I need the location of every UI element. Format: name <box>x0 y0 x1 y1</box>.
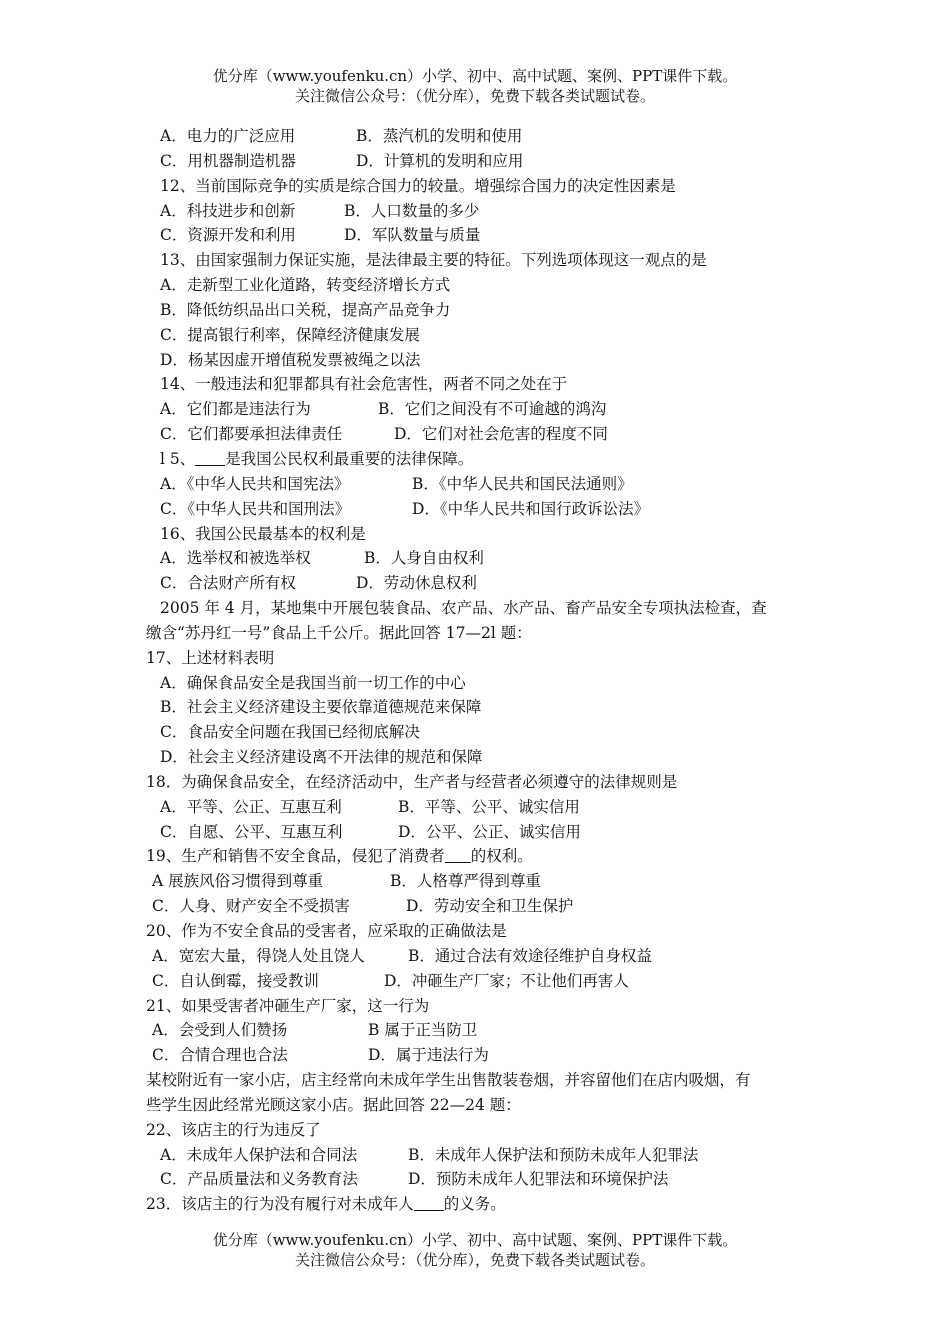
q16-option-a: A．选举权和被选举权 <box>160 549 311 568</box>
q15-answer-blank <box>195 449 225 466</box>
q16-stem: 16、我国公民最基本的权利是 <box>160 524 366 543</box>
q23-stem-prefix: 23．该店主的行为没有履行对未成年人 <box>146 1195 414 1214</box>
q18-options-row-1 <box>146 795 826 820</box>
q12-options-row-1 <box>146 199 826 224</box>
q15-option-c: C．《中华人民共和国刑法》 <box>160 499 351 518</box>
q18-option-d: D．公平、公正、诚实信用 <box>398 822 581 841</box>
q14-options-row-1 <box>146 397 826 422</box>
q22-option-d: D．预防未成年人犯罪法和环境保护法 <box>408 1170 669 1189</box>
q21-option-d: D．属于违法行为 <box>368 1046 489 1065</box>
q15-option-d: D．《中华人民共和国行政诉讼法》 <box>412 499 650 518</box>
q15-stem-suffix: 是我国公民权利最重要的法律保障。 <box>225 449 474 468</box>
q21-option-b: B 属于正当防卫 <box>368 1021 478 1040</box>
q18-stem: 18．为确保食品安全，在经济活动中，生产者与经营者必须遵守的法律规则是 <box>146 772 678 791</box>
q12-option-d: D．军队数量与质量 <box>344 226 481 245</box>
q20-option-a: A．宽宏大量，得饶人处且饶人 <box>152 946 365 965</box>
material-1-line-1: 2005 年 4 月，某地集中开展包装食品、农产品、水产品、畜产品安全专项执法检查，查 <box>160 599 767 618</box>
header-line-1: 优分库（www.youfenku.cn）小学、初中、高中试题、案例、PPT课件下载。 <box>212 67 738 85</box>
q11-options-row-2 <box>146 149 826 174</box>
q17-stem: 17、上述材料表明 <box>146 648 275 667</box>
q19-options-row-2 <box>146 894 826 919</box>
q21-options-row-2 <box>146 1043 826 1068</box>
q19-option-b: B．人格尊严得到尊重 <box>390 872 541 891</box>
q21-option-c: C．合情合理也合法 <box>152 1046 288 1065</box>
q17-option-d: D．社会主义经济建设离不开法律的规范和保障 <box>160 748 483 767</box>
q21-options-row-1 <box>146 1018 826 1043</box>
q19-stem <box>146 844 826 869</box>
q20-stem: 20、作为不安全食品的受害者，应采取的正确做法是 <box>146 922 507 940</box>
q19-option-a: A 展族风俗习惯得到尊重 <box>152 872 324 891</box>
q16-option-d: D．劳动休息权利 <box>356 574 477 593</box>
q17-option-a: A．确保食品安全是我国当前一切工作的中心 <box>160 673 466 692</box>
q15-option-a: A．《中华人民共和国宪法》 <box>160 474 350 493</box>
material-2-line-1: 某校附近有一家小店，店主经常向未成年学生出售散装卷烟，并容留他们在店内吸烟，有 <box>146 1071 751 1090</box>
q13-option-c: C．提高银行利率，保障经济健康发展 <box>160 325 420 344</box>
q14-option-a: A．它们都是违法行为 <box>160 400 311 419</box>
q16-option-b: B．人身自由权利 <box>364 549 484 568</box>
q22-options-row-1 <box>146 1143 826 1168</box>
q14-option-b: B．它们之间没有不可逾越的鸿沟 <box>378 400 607 419</box>
q21-option-a: A．会受到人们赞扬 <box>152 1021 288 1040</box>
page-footer <box>0 1230 950 1270</box>
q15-options-row-2 <box>146 497 826 522</box>
q19-stem-suffix: 的权利。 <box>470 847 533 866</box>
q13-option-b: B．降低纺织品出口关税，提高产品竞争力 <box>160 300 451 319</box>
q23-stem <box>146 1192 826 1217</box>
q20-option-b: B．通过合法有效途径维护自身权益 <box>408 946 652 965</box>
q12-option-c: C．资源开发和利用 <box>160 226 296 245</box>
q11-option-c: C．用机器制造机器 <box>160 151 296 170</box>
q18-option-b: B．平等、公平、诚实信用 <box>398 797 580 816</box>
q12-option-b: B．人口数量的多少 <box>344 201 480 220</box>
q11-option-d: D．计算机的发明和应用 <box>356 151 524 170</box>
q15-option-b: B．《中华人民共和国民法通则》 <box>412 474 633 493</box>
q19-answer-blank <box>445 846 471 863</box>
q14-option-c: C．它们都要承担法律责任 <box>160 425 343 444</box>
q21-stem: 21、如果受害者冲砸生产厂家，这一行为 <box>146 996 430 1015</box>
q11-options-row-1 <box>146 124 826 149</box>
q13-stem: 13、由国家强制力保证实施，是法律最主要的特征。下列选项体现这一观点的是 <box>160 251 707 270</box>
q22-stem: 22、该店主的行为违反了 <box>146 1120 321 1139</box>
q17-option-b: B．社会主义经济建设主要依靠道德规范来保障 <box>160 698 482 717</box>
q12-option-a: A．科技进步和创新 <box>160 201 296 220</box>
q14-stem: 14、一般违法和犯罪都具有社会危害性，两者不同之处在于 <box>160 375 568 394</box>
q23-answer-blank <box>414 1194 444 1211</box>
q19-option-d: D．劳动安全和卫生保护 <box>406 897 574 916</box>
q14-option-d: D．它们对社会危害的程度不同 <box>394 425 608 444</box>
q15-stem <box>146 447 826 472</box>
q18-options-row-2 <box>146 820 826 845</box>
q22-option-c: C．产品质量法和义务教育法 <box>160 1170 358 1189</box>
page-header <box>0 66 950 106</box>
material-2-line-2: 些学生因此经常光顾这家小店。据此回答 22—24 题： <box>146 1095 521 1114</box>
q11-option-b: B．蒸汽机的发明和使用 <box>356 127 523 145</box>
q15-options-row-1 <box>146 472 826 497</box>
q20-options-row-1 <box>146 944 826 969</box>
material-1-line-2: 缴含“苏丹红一号”食品上千公斤。据此回答 17—2l 题： <box>146 623 532 642</box>
exam-body <box>146 124 826 1217</box>
q20-option-c: C．自认倒霉，接受教训 <box>152 971 319 990</box>
footer-line-2: 关注微信公众号：（优分库），免费下载各类试题试卷。 <box>294 1251 655 1269</box>
q18-option-a: A．平等、公正、互惠互利 <box>160 797 342 816</box>
q19-stem-prefix: 19、生产和销售不安全食品，侵犯了消费者 <box>146 847 445 866</box>
q16-options-row-1 <box>146 546 826 571</box>
q17-option-c: C．食品安全问题在我国已经彻底解决 <box>160 723 420 742</box>
footer-line-1: 优分库（www.youfenku.cn）小学、初中、高中试题、案例、PPT课件下载。 <box>212 1231 738 1249</box>
q20-options-row-2 <box>146 969 826 994</box>
q13-option-a: A．走新型工业化道路，转变经济增长方式 <box>160 276 451 295</box>
q13-option-d: D．杨某因虚开增值税发票被绳之以法 <box>160 350 421 369</box>
header-line-2: 关注微信公众号：（优分库），免费下载各类试题试卷。 <box>294 87 655 105</box>
q16-option-c: C．合法财产所有权 <box>160 574 296 593</box>
q15-stem-prefix: l 5、 <box>160 449 196 468</box>
q19-options-row-1 <box>146 869 826 894</box>
q22-options-row-2 <box>146 1167 826 1192</box>
q22-option-a: A．未成年人保护法和合同法 <box>160 1145 358 1164</box>
q12-stem: 12、当前国际竞争的实质是综合国力的较量。增强综合国力的决定性因素是 <box>160 176 676 195</box>
q16-options-row-2 <box>146 571 826 596</box>
q19-option-c: C．人身、财产安全不受损害 <box>152 897 350 916</box>
q11-option-a: A．电力的广泛应用 <box>160 127 296 145</box>
q22-option-b: B．未成年人保护法和预防未成年人犯罪法 <box>408 1145 699 1164</box>
q18-option-c: C．自愿、公平、互惠互利 <box>160 822 343 841</box>
q12-options-row-2 <box>146 223 826 248</box>
q20-option-d: D．冲砸生产厂家；不让他们再害人 <box>384 971 629 990</box>
q23-stem-suffix: 的义务。 <box>443 1195 506 1214</box>
q14-options-row-2 <box>146 422 826 447</box>
